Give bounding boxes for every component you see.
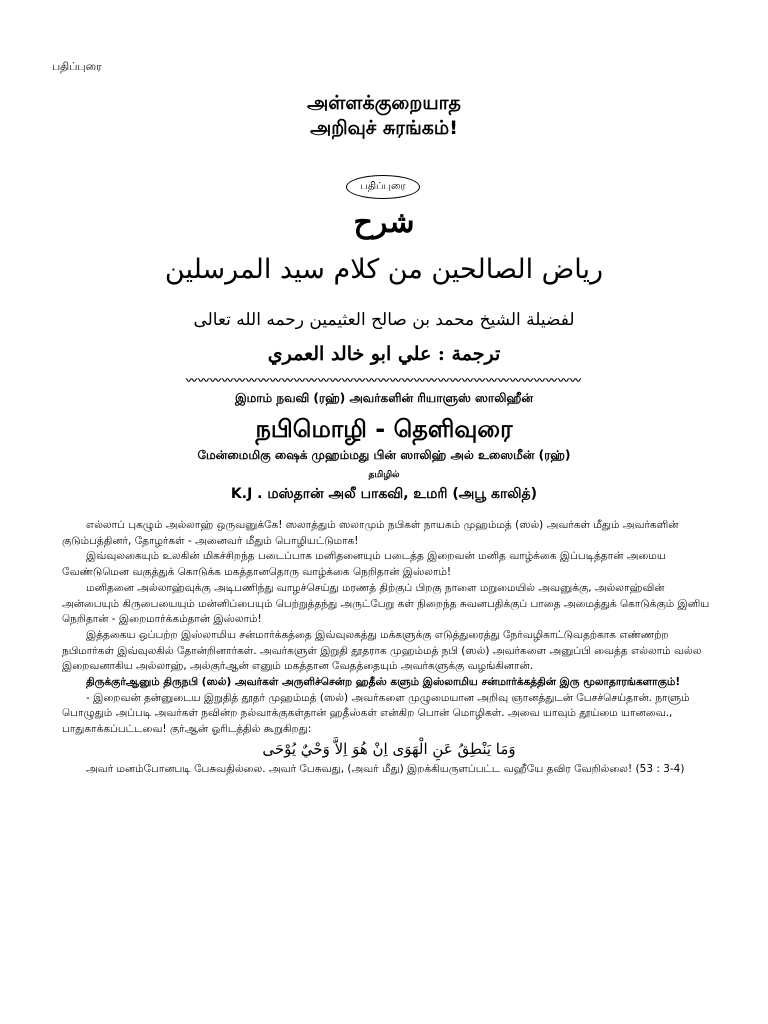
paragraph-3: மனிதனை அல்லாஹ்வுக்கு அடிபணிந்து வாழச்செய்து மரணத் திற்குப் பிறகு நாளை மறுமையில் அவனுக்கு, அல்லாஹ்வின் அன்பையும் கிருபையையும் மன்னிப்பையும் பெற்றுத்தந்து அருட்பேறு கள் நிறைந்த சுவனபதிக்குப் பாதை அமைத்துக் கொடுக்கும் இனிய நெறிதான் - இறைமார்க்கம்தான் இஸ்லாம்! xyxy=(62,581,710,626)
paragraph-1: எல்லாப் புகழும் அல்லாஹ் ஒருவனுக்கே! ஸலாத்தும் ஸலாமும் நபிகள் நாயகம் முஹம்மத் (ஸல்) அவர்கள் மீதும் அவர்களின் குடும்பத்தினர், தோழர்கள் - அனைவர் மீதும் பொழியட்டுமாக! xyxy=(62,519,679,547)
page-header-tag: பதிப்புரை xyxy=(52,60,102,73)
arabic-author: لفضيلة الشيخ محمد بن صالح العثيمين رحمه الله تعالى xyxy=(193,310,575,330)
paragraph-6: - இறைவன் தன்னுடைய இறுதித் தூதர் முஹம்மத் (ஸல்) அவர்களை முழுமையான அறிவு ஞானத்துடன் பேசச்செய்தான். நாளும் பொழுதும் அப்படி அவர்கள் நவின்ற நல்வாக்குகள்தான் ஹதீஸ்கள் என்கிற பொன் மொழிகள். அவை யாவும் தூய்மை யானவை., பாதுகாக்கப்பட்டவை! குர்ஆன் ஓரிடத்தில் கூறுகிறது: xyxy=(62,691,690,736)
paragraph-2: இவ்வுலகையும் உலகின் மிகச்சிறந்த படைப்பாக மனிதனையும் படைத்த இறைவன் மனித வாழ்க்கை இப்படித்தான் அமைய வேண்டுமென வகுத்துக் கொடுக்க மகத்தானதொரு வாழ்க்கை நெறிதான் இஸ்லாம்! xyxy=(62,550,666,579)
decorative-divider: 〰〰〰〰〰〰〰〰〰〰〰〰〰〰〰〰〰〰〰〰〰〰〰〰〰〰〰〰〰〰〰〰〰 xyxy=(186,374,582,387)
paragraph-4: இத்தகைய ஒப்பற்ற இஸ்லாமிய சன்மார்க்கத்தை இவ்வுலகத்து மக்களுக்கு எடுத்துரைத்து நேர்வழிகாட்டுவதற்காக எண்ணற்ற நபிமார்கள் இவ்வுலகில் தோன்றினார்கள். அவர்களுள் இறுதி தூதராக முஹம்மத் நபி (ஸல்) அவர்களை அனுப்பி வைத்த எல்லாம் வல்ல இறைவனாகிய அல்லாஹ், அல்குர்ஆன் எனும் மகத்தான வேதத்தையும் அவர்களுக்கு வழங்கினான். xyxy=(62,628,702,673)
quran-verse: وَمَا يَنْطِقُ عَنِ الْهَوَى اِنْ هُوَ اِلاَّ وَحْيٌ يُوْحَى xyxy=(262,739,516,758)
tamil-translator: K.J . மஸ்தான் அலீ பாகவி, உமரி (அபூ காலித்) xyxy=(230,486,538,502)
body-text xyxy=(62,518,716,777)
subtitle-shaykh: மேன்மைமிகு ஷைக் முஹம்மது பின் ஸாலிஹ் அல் உஸைமீன் (ரஹ்) xyxy=(197,448,571,462)
arabic-translator: ترجمة : علي ابو خالد العمري xyxy=(267,343,501,365)
section-oval-label: பதிப்புரை xyxy=(346,175,420,199)
title-line-1: அள்ளக்குறையாத xyxy=(307,92,461,114)
arabic-sharh: شرح xyxy=(353,205,415,240)
title-line-2: அறிவுச் சுரங்கம்! xyxy=(310,117,458,139)
in-tamil-label: தமிழில் xyxy=(368,470,400,480)
arabic-book-title: رياض الصالحين من كلام سيد المرسلين xyxy=(164,254,604,285)
subtitle-imam-nawawi: இமாம் நவவி (ரஹ்) அவர்களின் ரியாளுஸ் ஸாலிஹீன் xyxy=(234,391,534,405)
main-title: நபிமொழி - தெளிவுரை xyxy=(255,415,513,443)
paragraph-5: திருக்குர்ஆனும் திருநபி (ஸல்) அவர்கள் அருளிச்சென்ற ஹதீஸ் களும் இஸ்லாமிய சன்மார்க்கத்தின் இரு மூலாதாரங்களாகும்! xyxy=(86,676,681,689)
paragraph-7: அவர் மனம்போனபடி பேசுவதில்லை. அவர் பேசுவது, (அவர் மீது) இறக்கியருளப்பட்ட வஹீயே தவிர வேறில்லை! (53 : 3-4) xyxy=(86,762,685,775)
